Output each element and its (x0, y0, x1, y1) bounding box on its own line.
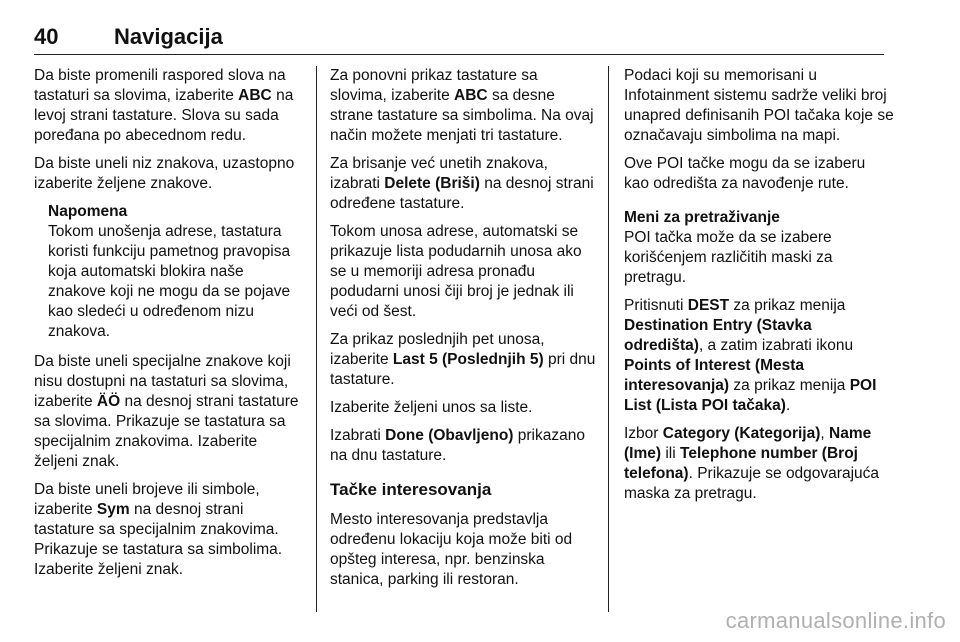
paragraph: Da biste promenili raspored slova na tastaturi sa slovima, izaberite ABC na levoj strani tastature. Slova su sada poređana po abecednom redu. (34, 67, 294, 144)
paragraph: Da biste uneli niz znakova, uzastopno izaberite željene znakove. (34, 155, 295, 192)
page-number: 40 (34, 24, 59, 49)
watermark: carmanualsonline.info (725, 608, 946, 633)
paragraph: Pritisnuti DEST za prikaz menija Destination Entry (Stavka odredišta), a zatim izabrati ikonu Points of Interest (Mesta interesovanja) za prikaz menija POI List (Lista POI tačaka). (624, 297, 877, 414)
paragraph: Da biste uneli specijalne znakove koji nisu dostupni na tastaturi sa slovima, izaberite ÄÖ na desnoj strani tastature sa slovima. Prikazuje se tastatura sa specijalnim znakovima. Izaberite željeni znak. (34, 353, 299, 470)
section-heading: Tačke interesovanja (330, 480, 492, 499)
column-divider (316, 66, 317, 612)
column-right (624, 66, 894, 512)
paragraph: Ove POI tačke mogu da se izaberu kao odredišta za navođenje rute. (624, 155, 866, 192)
paragraph: Izbor Category (Kategorija), Name (Ime) ili Telephone number (Broj telefona). Prikazuje se odgovarajuća maska za pretragu. (624, 425, 880, 502)
column-left (34, 66, 300, 588)
paragraph: Za prikaz poslednjih pet unosa, izaberite Last 5 (Poslednjih 5) pri dnu tastature. (330, 331, 596, 388)
paragraph: Da biste uneli brojeve ili simbole, izaberite Sym na desnoj strani tastature sa specijalnim znakovima. Prikazuje se tastatura sa simbolima. Izaberite željeni znak. (34, 481, 283, 578)
note-title: Napomena (48, 203, 128, 220)
paragraph: Izaberite željeni unos sa liste. (330, 399, 533, 416)
chapter-title: Navigacija (114, 24, 223, 49)
paragraph: Podaci koji su memorisani u Infotainment sistemu sadrže veliki broj unapred definisanih POI tačaka koje se označavaju simbolima na mapi. (624, 67, 894, 144)
paragraph: POI tačka može da se izabere korišćenjem različitih maski za pretragu. (624, 229, 833, 286)
paragraph: Mesto interesovanja predstavlja određenu lokaciju koja može biti od opšteg interesa, npr. benzinska stanica, parking ili restoran. (330, 511, 573, 588)
column-middle (330, 66, 596, 598)
column-divider (608, 66, 609, 612)
paragraph: Tokom unosa adrese, automatski se prikazuje lista podudarnih unosa ako se u memoriji adresa pronađu podudarni unosi čiji broj je jednak ili veći od šest. (330, 223, 582, 320)
note-box (48, 202, 300, 342)
page-header (34, 24, 884, 55)
subsection-heading: Meni za pretraživanje (624, 209, 780, 226)
paragraph: Za ponovni prikaz tastature sa slovima, izaberite ABC sa desne strane tastature sa simbolima. Na ovaj način možete menjati tri tastature. (330, 67, 594, 144)
paragraph: Izabrati Done (Obavljeno) prikazano na dnu tastature. (330, 427, 585, 464)
note-body: Tokom unošenja adrese, tastatura koristi funkciju pametnog pravopisa koja automatski blokira naše znakove koji ne mogu da se pojave kao sledeći u određenom nizu znakova. (48, 223, 291, 340)
paragraph: Za brisanje već unetih znakova, izabrati Delete (Briši) na desnoj strani određene tastature. (330, 155, 594, 212)
